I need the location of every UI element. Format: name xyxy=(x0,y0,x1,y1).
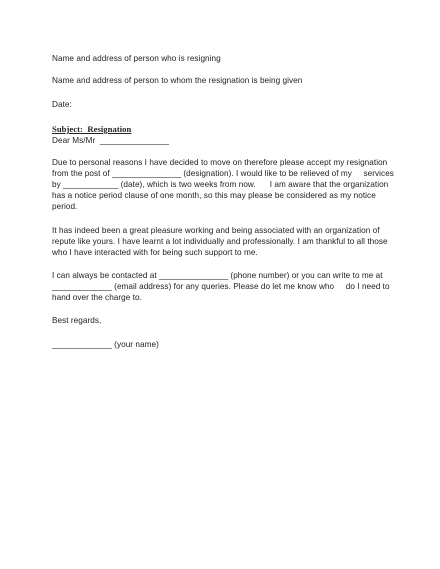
closing: Best regards, xyxy=(52,316,102,325)
date-line: Date: xyxy=(52,100,72,109)
paragraph-3-line: I can always be contacted at _______________ (phone number) or you can write to me at xyxy=(52,271,383,280)
paragraph-3-line: hand over the charge to. xyxy=(52,293,142,302)
recipient-line: Name and address of person to whom the resignation is being given xyxy=(52,76,303,85)
salutation: Dear Ms/Mr _______________ xyxy=(52,136,169,145)
paragraph-1-line: from the post of _______________ (designation). I would like to be relieved of my services xyxy=(52,169,394,178)
paragraph-1-line: period. xyxy=(52,202,78,211)
paragraph-2-line: repute like yours. I have learnt a lot individually and professionally. I am thankful to all those xyxy=(52,237,388,246)
paragraph-1-line: has a notice period clause of one month, so this may please be considered as my notice xyxy=(52,191,376,200)
sender-line: Name and address of person who is resigning xyxy=(52,54,221,63)
paragraph-2-line: It has indeed been a great pleasure working and being associated with an organization of xyxy=(52,226,380,235)
paragraph-2-line: who I have interacted with for being such support to me. xyxy=(52,248,258,257)
paragraph-1-line: Due to personal reasons I have decided to move on therefore please accept my resignation xyxy=(52,158,388,167)
paragraph-1-line: by ____________ (date), which is two weeks from now. I am aware that the organization xyxy=(52,180,389,189)
subject-line: Subject: Resignation xyxy=(52,124,132,134)
paragraph-3-line: _____________ (email address) for any queries. Please do let me know who do I need to xyxy=(52,282,390,291)
signature-line: _____________ (your name) xyxy=(52,340,159,349)
